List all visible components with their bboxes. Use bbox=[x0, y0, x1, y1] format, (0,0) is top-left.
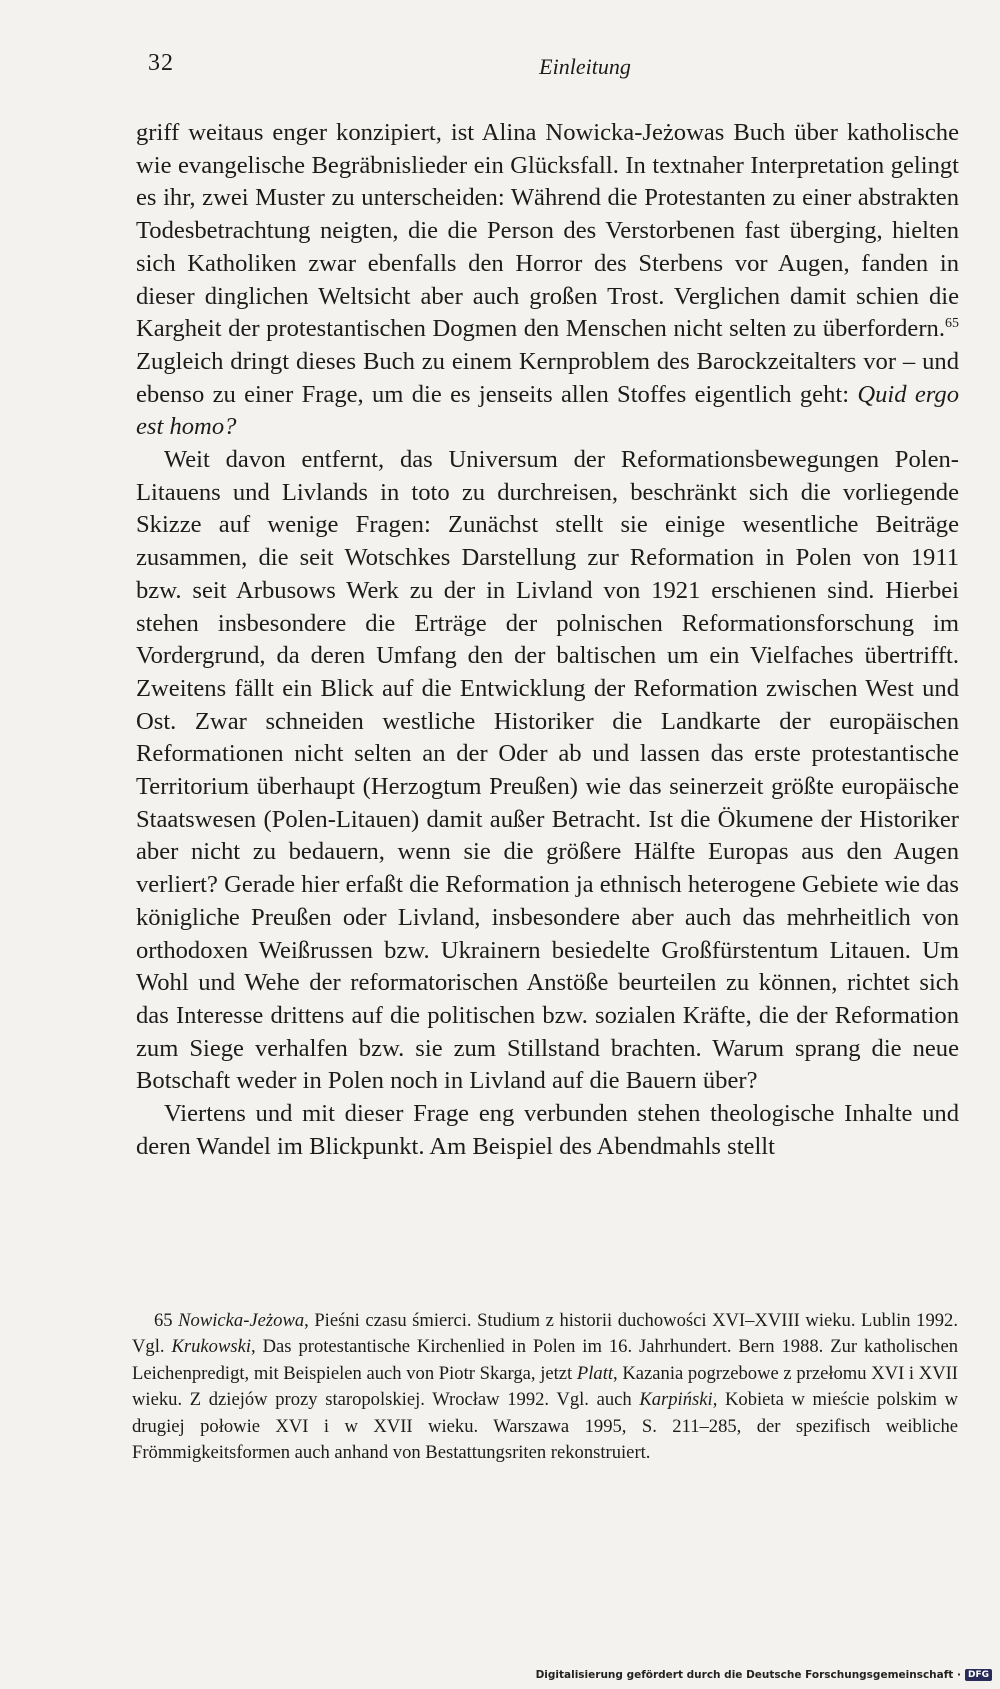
section-title: Einleitung bbox=[539, 54, 631, 79]
credit-text: Digitalisierung gefördert durch die Deutsche Forschungsgemeinschaft · bbox=[535, 1669, 961, 1681]
paragraph-1 bbox=[136, 117, 959, 444]
footnote-text-3: , Kazania pogrzebowe z przełomu XVI i XVII wieku. Z dziejów prozy staropolskiej. Wrocław 1992. Vgl. auch bbox=[132, 1362, 959, 1411]
dfg-logo-icon: DFG bbox=[965, 1669, 992, 1681]
footnote-author-2: Krukowski bbox=[171, 1336, 252, 1358]
latin-quote: Quid ergo est homo? bbox=[136, 380, 959, 441]
footnote-text-4: , Kobieta w mieście polskim w drugiej połowie XVI i w XVII wieku. Warszawa 1995, S. 211–285, der spezifisch weibliche Frömmigkeitsformen auch anhand von Bestattungsriten rekonstruiert. bbox=[132, 1389, 958, 1464]
footnote-text-1: , Pieśni czasu śmierci. Studium z historii duchowości XVI–XVIII wieku. Lublin 1992. Vgl. bbox=[132, 1310, 958, 1358]
footnote-reference: 65 bbox=[945, 316, 959, 332]
digitization-credit bbox=[536, 1669, 992, 1681]
footnote-author-3: Platt bbox=[576, 1362, 614, 1384]
page-number: 32 bbox=[148, 50, 174, 76]
footnote-author-1: Nowicka-Jeżowa bbox=[178, 1310, 305, 1331]
footnote-number: 65 bbox=[154, 1310, 173, 1331]
paragraph-1-text: griff weitaus enger konzipiert, ist Alina Nowicka-Jeżowas Buch über katholische wie evangelische Begräbnislieder ein Glücksfall. In textnaher Interpretation gelingt es ihr, zwei Muster zu unterscheiden: Während die Protestanten zu einer abstrakten Todesbetrachtung neigten, die die Person des Verstorbenen fast überging, hielten sich Katholiken zwar ebenfalls den Horror des Sterbens vor Augen, fanden in dieser dinglichen Weltsicht aber auch großen Trost. Verglichen damit schien die Kargheit der protestantischen Dogmen den Menschen nicht selten zu überfordern. bbox=[136, 119, 959, 343]
paragraph-1-continuation: Zugleich dringt dieses Buch zu einem Kernproblem des Barockzeitalters vor – und ebenso zu einer Frage, um die es jenseits allen Stoffes eigentlich geht: bbox=[136, 347, 959, 408]
footnote-65 bbox=[132, 1308, 958, 1466]
running-head bbox=[140, 50, 920, 90]
footnotes bbox=[132, 1308, 958, 1466]
paragraph-3: Viertens und mit dieser Frage eng verbunden stehen theologische Inhalte und deren Wandel im Blickpunkt. Am Beispiel des Abendmahls stellt bbox=[136, 1100, 959, 1160]
paragraph-2: Weit davon entfernt, das Universum der Reformationsbewegungen Polen-Litauens und Livlands in toto zu durchreisen, beschränkt sich die vorliegende Skizze auf wenige Fragen: Zunächst stellt sie einige wesentliche Beiträge zusammen, die seit Wotschkes Darstellung zur Reformation in Polen von 1911 bzw. seit Arbusows Werk zu der in Livland von 1921 erschienen sind. Hierbei stehen insbesondere die Erträge der polnischen Reformationsforschung im Vordergrund, da deren Umfang den der baltischen um ein Vielfaches übertrifft. Zweitens fällt ein Blick auf die Entwicklung der Reformation zwischen West und Ost. Zwar schneiden westliche Historiker die Landkarte der europäischen Reformationen nicht selten an der Oder ab und lassen das erste protestantische Territorium überhaupt (Herzogtum Preußen) wie das seinerzeit größte europäische Staatswesen (Polen-Litauen) damit außer Betracht. Ist die Ökumene der Historiker aber nicht zu bedauern, wenn sie die größere Hälfte Europas aus den Augen verliert? Gerade hier erfaßt die Reformation ja ethnisch heterogene Gebiete wie das königliche Preußen oder Livland, insbesondere aber auch das mehrheitlich von orthodoxen Weißrussen bzw. Ukrainern besiedelte Großfürstentum Litauen. Um Wohl und Wehe der reformatorischen Anstöße beurteilen zu können, richtet sich das Interesse drittens auf die politischen bzw. sozialen Kräfte, die der Reformation zum Siege verhalfen bzw. sie zum Stillstand brachten. Warum sprang die neue Botschaft weder in Polen noch in Livland auf die Bauern über? bbox=[136, 446, 959, 1095]
footnote-text-2: , Das protestantische Kirchenlied in Polen im 16. Jahrhundert. Bern 1988. Zur katholischen Leichenpredigt, mit Beispielen auch von Piotr Skarga, jetzt bbox=[132, 1336, 959, 1384]
body-text bbox=[136, 117, 959, 1164]
footnote-author-4: Karpiński bbox=[639, 1389, 713, 1411]
